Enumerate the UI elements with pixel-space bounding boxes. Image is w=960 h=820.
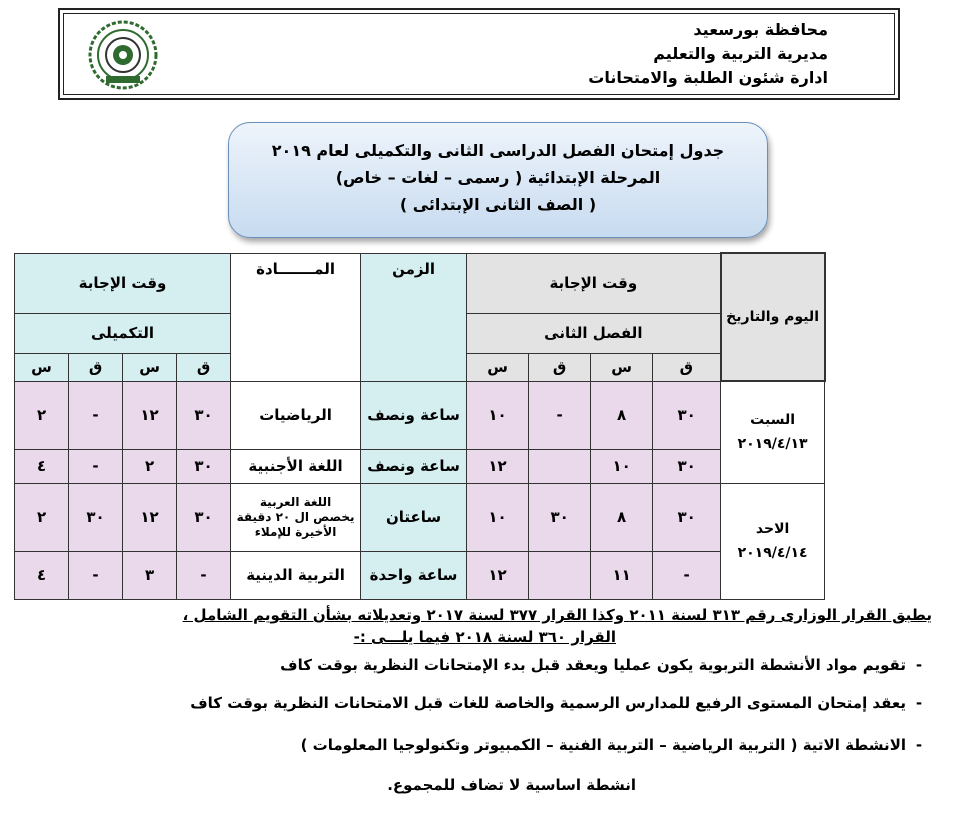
term-end-hour: ١٠: [467, 381, 529, 449]
subject-line: اللغة العربية: [259, 494, 332, 509]
supp-end-hour: ٤: [15, 551, 69, 599]
supp-start-minutes: -: [177, 551, 231, 599]
unit-minutes: ق: [177, 353, 231, 381]
table-row: [15, 449, 825, 483]
header-duration: الزمن: [361, 253, 467, 381]
header-answer-time-supplementary: وقت الإجابة: [15, 253, 231, 313]
day-date: ٢٠١٩/٤/١٤: [737, 545, 808, 561]
schedule-title-box: [228, 122, 768, 238]
schedule-stage: المرحلة الإبتدائية ( رسمى – لغات – خاص): [335, 168, 661, 187]
unit-hours: س: [15, 353, 69, 381]
note-item: [190, 694, 932, 712]
unit-minutes: ق: [69, 353, 123, 381]
supp-end-hour: ٢: [15, 483, 69, 551]
directorate-name: مديرية التربية والتعليم: [653, 44, 828, 63]
day-name: السبت: [750, 412, 796, 429]
term-start-minutes: -: [653, 551, 721, 599]
supp-start-minutes: ٣٠: [177, 483, 231, 551]
department-name: ادارة شئون الطلبة والامتحانات: [588, 68, 828, 87]
note-item: [280, 656, 932, 674]
term-end-hour: ١٢: [467, 449, 529, 483]
supp-end-minutes: -: [69, 381, 123, 449]
letterhead: [58, 8, 900, 100]
supp-end-minutes: -: [69, 551, 123, 599]
dash-bullet-icon: -: [915, 736, 923, 754]
exam-duration: ساعتان: [361, 483, 467, 551]
term-end-hour: ١٢: [467, 551, 529, 599]
exam-schedule-table: [14, 252, 826, 600]
supp-end-minutes: -: [69, 449, 123, 483]
term-start-hour: ١٠: [591, 449, 653, 483]
unit-hours: س: [591, 353, 653, 381]
term-start-hour: ٨: [591, 381, 653, 449]
note-item: [301, 736, 932, 754]
note-continuation: انشطة اساسية لا تضاف للمجموع.: [387, 776, 636, 794]
term-end-hour: ١٠: [467, 483, 529, 551]
day-date: ٢٠١٩/٤/١٣: [737, 436, 808, 453]
exam-duration: ساعة ونصف: [361, 449, 467, 483]
supp-end-hour: ٢: [15, 381, 69, 449]
supp-start-minutes: ٣٠: [177, 449, 231, 483]
header-second-term: الفصل الثانى: [467, 313, 721, 353]
decree-intro: يطبق القرار الوزارى رقم ٣١٣ لسنة ٢٠١١ وكذا القرار ٣٧٧ لسنة ٢٠١٧ وتعديلاته بشأن التقويم الشامل ،: [182, 606, 932, 624]
letterhead-text: [588, 18, 828, 90]
table-row: [15, 483, 825, 551]
day-name: الاحد: [755, 521, 790, 537]
term-start-hour: ٨: [591, 483, 653, 551]
exam-subject: [231, 483, 361, 551]
decree-intro-continued: القرار ٣٦٠ لسنة ٢٠١٨ فيما يلـــى :-: [353, 628, 616, 646]
term-end-minutes: [529, 449, 591, 483]
supp-start-minutes: ٣٠: [177, 381, 231, 449]
header-answer-time: وقت الإجابة: [467, 253, 721, 313]
header-subject: المـــــــادة: [231, 253, 361, 381]
term-start-hour: ١١: [591, 551, 653, 599]
exam-duration: ساعة واحدة: [361, 551, 467, 599]
unit-hours: س: [123, 353, 177, 381]
supp-start-hour: ٣: [123, 551, 177, 599]
note-text: تقويم مواد الأنشطة التربوية يكون عمليا ويعقد قبل بدء الإمتحانات النظرية بوقت كاف: [280, 656, 906, 674]
unit-minutes: ق: [653, 353, 721, 381]
schedule-grade: ( الصف الثانى الإبتدائى ): [399, 195, 597, 214]
subject-line: يخصص ال ٢٠ دقيقة: [236, 509, 355, 524]
table-row: [15, 551, 825, 599]
dash-bullet-icon: -: [915, 656, 923, 674]
subject-line: الأخيرة للإملاء: [254, 524, 337, 539]
day-sunday: [721, 483, 825, 599]
unit-minutes: ق: [529, 353, 591, 381]
ministry-emblem: [86, 18, 160, 92]
supp-start-hour: ١٢: [123, 483, 177, 551]
day-saturday: [721, 381, 825, 483]
exam-subject: التربية الدينية: [231, 551, 361, 599]
term-end-minutes: [529, 551, 591, 599]
supp-end-minutes: ٣٠: [69, 483, 123, 551]
supp-start-hour: ١٢: [123, 381, 177, 449]
term-start-minutes: ٣٠: [653, 483, 721, 551]
supp-start-hour: ٢: [123, 449, 177, 483]
note-text: الانشطة الاتية ( التربية الرياضية – التربية الفنية – الكمبيوتر وتكنولوجيا المعلومات ): [300, 736, 906, 754]
term-end-minutes: ٣٠: [529, 483, 591, 551]
governorate-name: محافظة بورسعيد: [693, 20, 828, 39]
schedule-title: جدول إمتحان الفصل الدراسى الثانى والتكميلى لعام ٢٠١٩: [271, 141, 725, 160]
note-text: يعقد إمتحان المستوى الرفيع للمدارس الرسمية والخاصة للغات قبل الامتحانات النظرية بوقت كاف: [190, 694, 906, 712]
header-day-date: اليوم والتاريخ: [721, 253, 825, 381]
term-start-minutes: ٣٠: [653, 381, 721, 449]
header-supplementary: التكميلى: [15, 313, 231, 353]
unit-hours: س: [467, 353, 529, 381]
table-row: [15, 381, 825, 449]
dash-bullet-icon: -: [915, 694, 923, 712]
exam-subject: اللغة الأجنبية: [231, 449, 361, 483]
exam-duration: ساعة ونصف: [361, 381, 467, 449]
term-start-minutes: ٣٠: [653, 449, 721, 483]
exam-subject: الرياضيات: [231, 381, 361, 449]
supp-end-hour: ٤: [15, 449, 69, 483]
term-end-minutes: -: [529, 381, 591, 449]
